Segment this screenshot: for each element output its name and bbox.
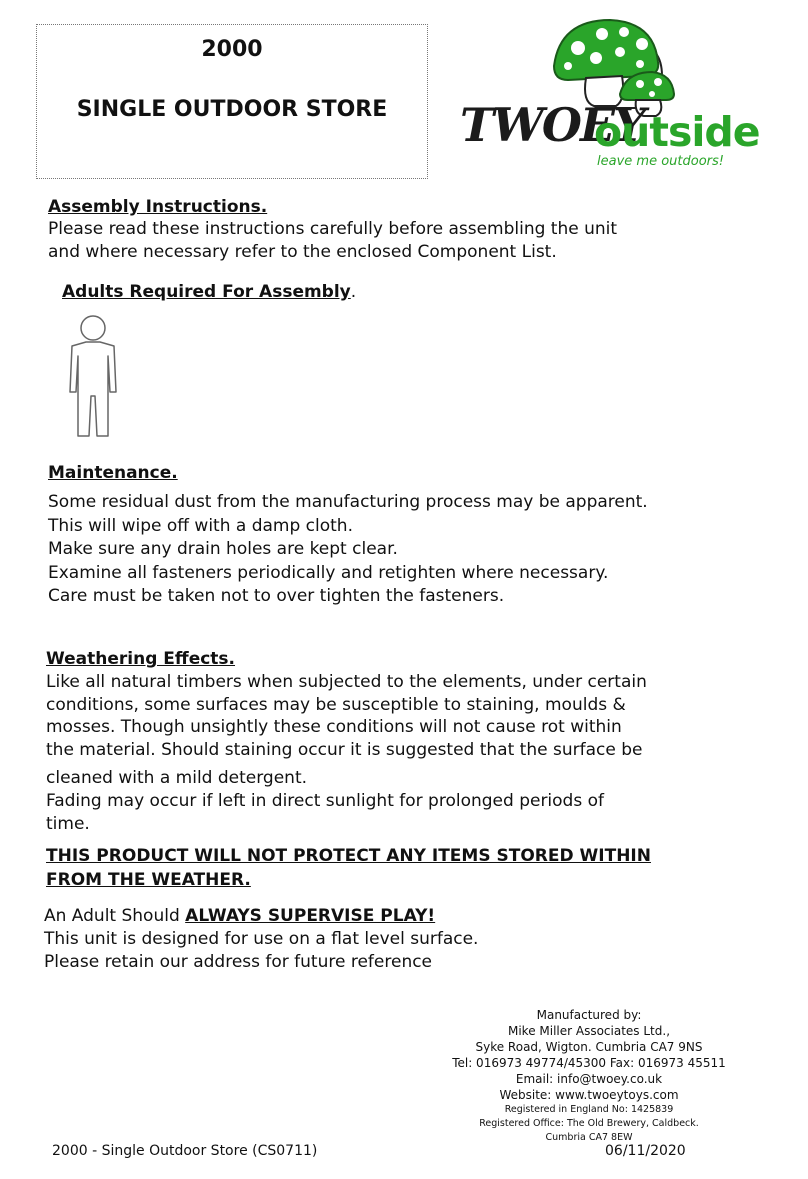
company-name: Mike Miller Associates Ltd., [507,1024,671,1038]
assembly-text [48,218,617,264]
company-address: Syke Road, Wigton. Cumbria CA7 9NS [475,1040,703,1054]
product-title: SINGLE OUTDOOR STORE [76,97,388,122]
registered-office: Registered Office: The Old Brewery, Caldbeck. [479,1118,699,1129]
phone-fax: Tel: 016973 49774/45300 Fax: 016973 45511 [452,1056,726,1070]
adults-required [62,282,356,302]
weathering-line: Like all natural timbers when subjected to the elements, under certain [46,672,647,692]
supervise-prefix: An Adult Should [44,906,186,926]
maintenance-line: This will wipe off with a damp cloth. [48,515,353,536]
brand-tagline: leave me outdoors! [597,154,724,169]
maintenance-line: Some residual dust from the manufacturing process may be apparent. [48,492,648,512]
product-code: 2000 [201,37,263,62]
weathering-line: time. [46,813,90,834]
registration: Registered in England No: 1425839 [504,1104,674,1115]
footer-date: 06/11/2020 [605,1143,686,1159]
assembly-heading: Assembly Instructions. [48,197,268,217]
assembly-line: and where necessary refer to the enclosed Component List. [48,242,557,262]
maintenance-line: Make sure any drain holes are kept clear. [48,539,398,559]
manufactured-by: Manufactured by: [536,1008,642,1022]
weathering-line: the material. Should staining occur it is suggested that the surface be [46,739,643,760]
weathering-line: conditions, some surfaces may be susceptible to staining, moulds & [46,694,626,715]
address-note: Please retain our address for future reference [44,952,433,972]
maintenance-text [48,491,648,609]
twoey-outside-logo [456,14,786,186]
footer-document-id: 2000 - Single Outdoor Store (CS0711) [52,1143,318,1159]
manufacturer-address [420,1007,758,1145]
weathering-heading: Weathering Effects. [46,649,236,669]
weathering-line: cleaned with a mild detergent. [46,768,308,789]
website: Website: www.twoeytoys.com [499,1088,679,1102]
supervise-text [44,905,478,974]
warning-line: FROM THE WEATHER. [46,870,251,890]
adults-suffix: . [350,282,357,302]
surface-note: This unit is designed for use on a flat level surface. [44,929,479,949]
weathering-text [46,671,647,835]
brand-twoey: TWOEY [460,98,644,152]
adult-figure-icon [64,312,120,440]
maintenance-heading: Maintenance. [48,463,178,483]
maintenance-line: Examine all fasteners periodically and retighten where necessary. [48,562,609,583]
email: Email: info@twoey.co.uk [515,1072,663,1086]
registered-office-2: Cumbria CA7 8EW [545,1132,633,1143]
weather-warning [46,844,651,892]
brand-outside: outside [594,108,760,156]
warning-line: THIS PRODUCT WILL NOT PROTECT ANY ITEMS STORED WITHIN [46,846,651,866]
title-box [36,24,428,179]
maintenance-line: Care must be taken not to over tighten the fasteners. [48,586,505,606]
weathering-line: mosses. Though unsightly these conditions will not cause rot within [46,717,622,738]
supervise-emphasis: ALWAYS SUPERVISE PLAY! [185,906,436,926]
assembly-line: Please read these instructions carefully before assembling the unit [48,219,618,239]
weathering-line: Fading may occur if left in direct sunlight for prolonged periods of [46,790,604,811]
adults-heading: Adults Required For Assembly [62,282,351,302]
